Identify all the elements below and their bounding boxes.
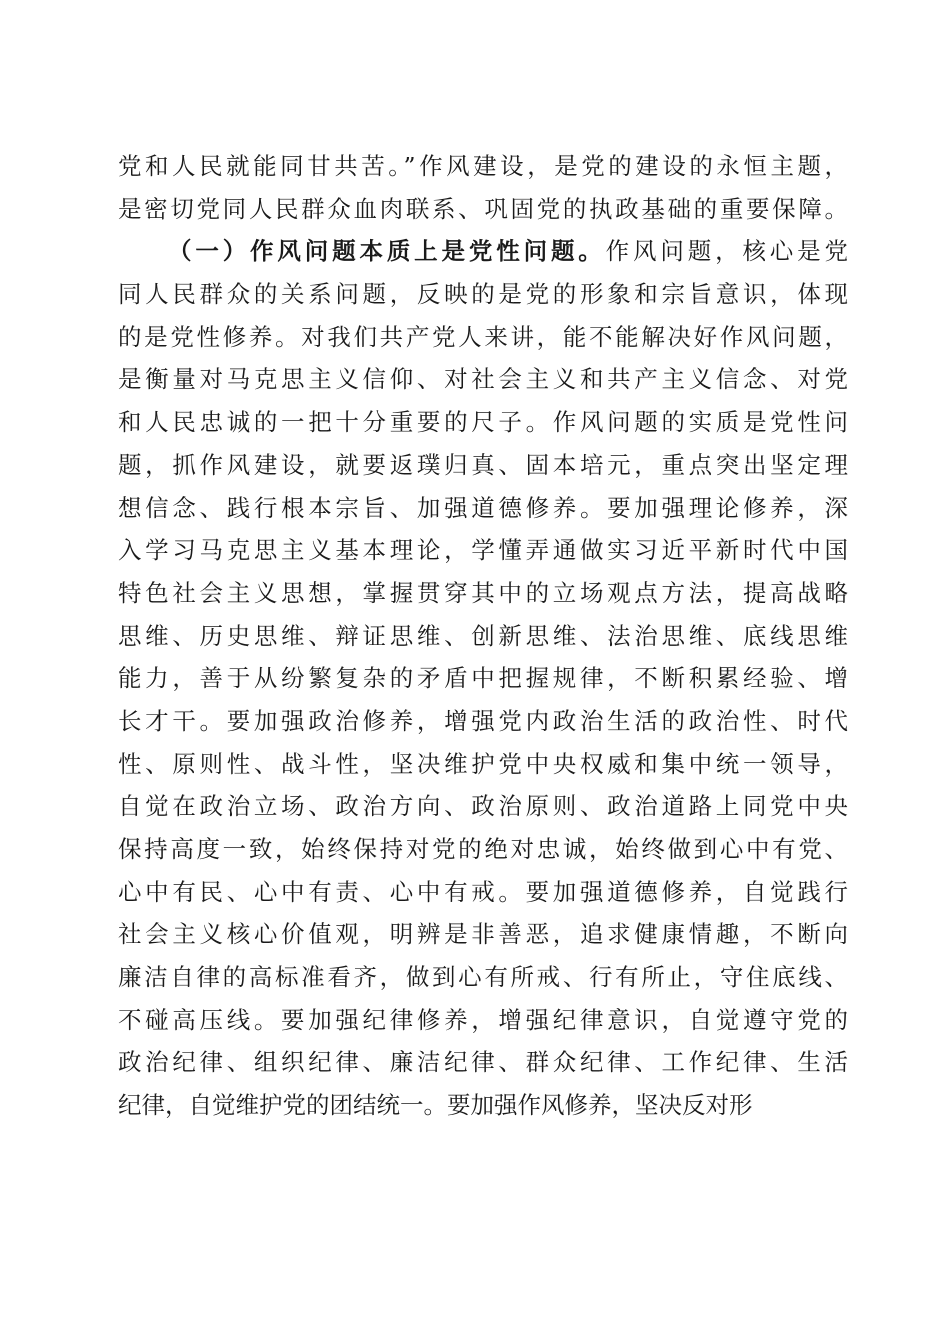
text-line: 和人民忠诚的一把十分重要的尺子。作风问题的实质是党性问 xyxy=(118,408,848,437)
section-heading: （一）作风问题本质上是党性问题。 xyxy=(168,237,606,266)
text-line: 是衡量对马克思主义信仰、对社会主义和共产主义信念、对党 xyxy=(118,365,848,394)
text-line: 不碰高压线。要加强纪律修养，增强纪律意识，自觉遵守党的 xyxy=(118,1005,848,1034)
text-line: 入学习马克思主义基本理论，学懂弄通做实习近平新时代中国 xyxy=(118,536,848,565)
text-line: 社会主义核心价值观，明辨是非善恶，追求健康情趣，不断向 xyxy=(118,920,848,949)
text-line: 同人民群众的关系问题，反映的是党的形象和宗旨意识，体现 xyxy=(118,280,848,309)
text-line: 心中有民、心中有责、心中有戒。要加强道德修养，自觉践行 xyxy=(118,877,848,906)
section-heading-line xyxy=(118,230,848,273)
section-heading-rest: 作风问题，核心是党 xyxy=(605,237,849,266)
text-line: 特色社会主义思想，掌握贯穿其中的立场观点方法，提高战略 xyxy=(118,578,848,607)
text-line: 廉洁自律的高标准看齐，做到心有所戒、行有所止，守住底线、 xyxy=(118,963,848,992)
text-line: 的是党性修养。对我们共产党人来讲，能不能解决好作风问题， xyxy=(118,322,848,351)
body-text xyxy=(118,145,848,1127)
text-line: 性、原则性、战斗性，坚决维护党中央权威和集中统一领导， xyxy=(118,749,848,778)
text-line: 自觉在政治立场、政治方向、政治原则、政治道路上同党中央 xyxy=(118,792,848,821)
text-line: 能力，善于从纷繁复杂的矛盾中把握规律，不断积累经验、增 xyxy=(118,664,848,693)
text-line: 纪律，自觉维护党的团结统一。要加强作风修养，坚决反对形 xyxy=(118,1091,753,1120)
text-line: 长才干。要加强政治修养，增强党内政治生活的政治性、时代 xyxy=(118,706,848,735)
text-line: 思维、历史思维、辩证思维、创新思维、法治思维、底线思维 xyxy=(118,621,848,650)
text-line: 党和人民就能同甘共苦。”作风建设，是党的建设的永恒主题， xyxy=(118,152,848,180)
text-line: 是密切党同人民群众血肉联系、巩固党的执政基础的重要保障。 xyxy=(118,194,848,223)
text-line: 政治纪律、组织纪律、廉洁纪律、群众纪律、工作纪律、生活 xyxy=(118,1048,848,1077)
text-line: 想信念、践行根本宗旨、加强道德修养。要加强理论修养，深 xyxy=(118,493,848,522)
text-line: 题，抓作风建设，就要返璞归真、固本培元，重点突出坚定理 xyxy=(118,450,848,479)
text-line: 保持高度一致，始终保持对党的绝对忠诚，始终做到心中有党、 xyxy=(118,835,848,863)
